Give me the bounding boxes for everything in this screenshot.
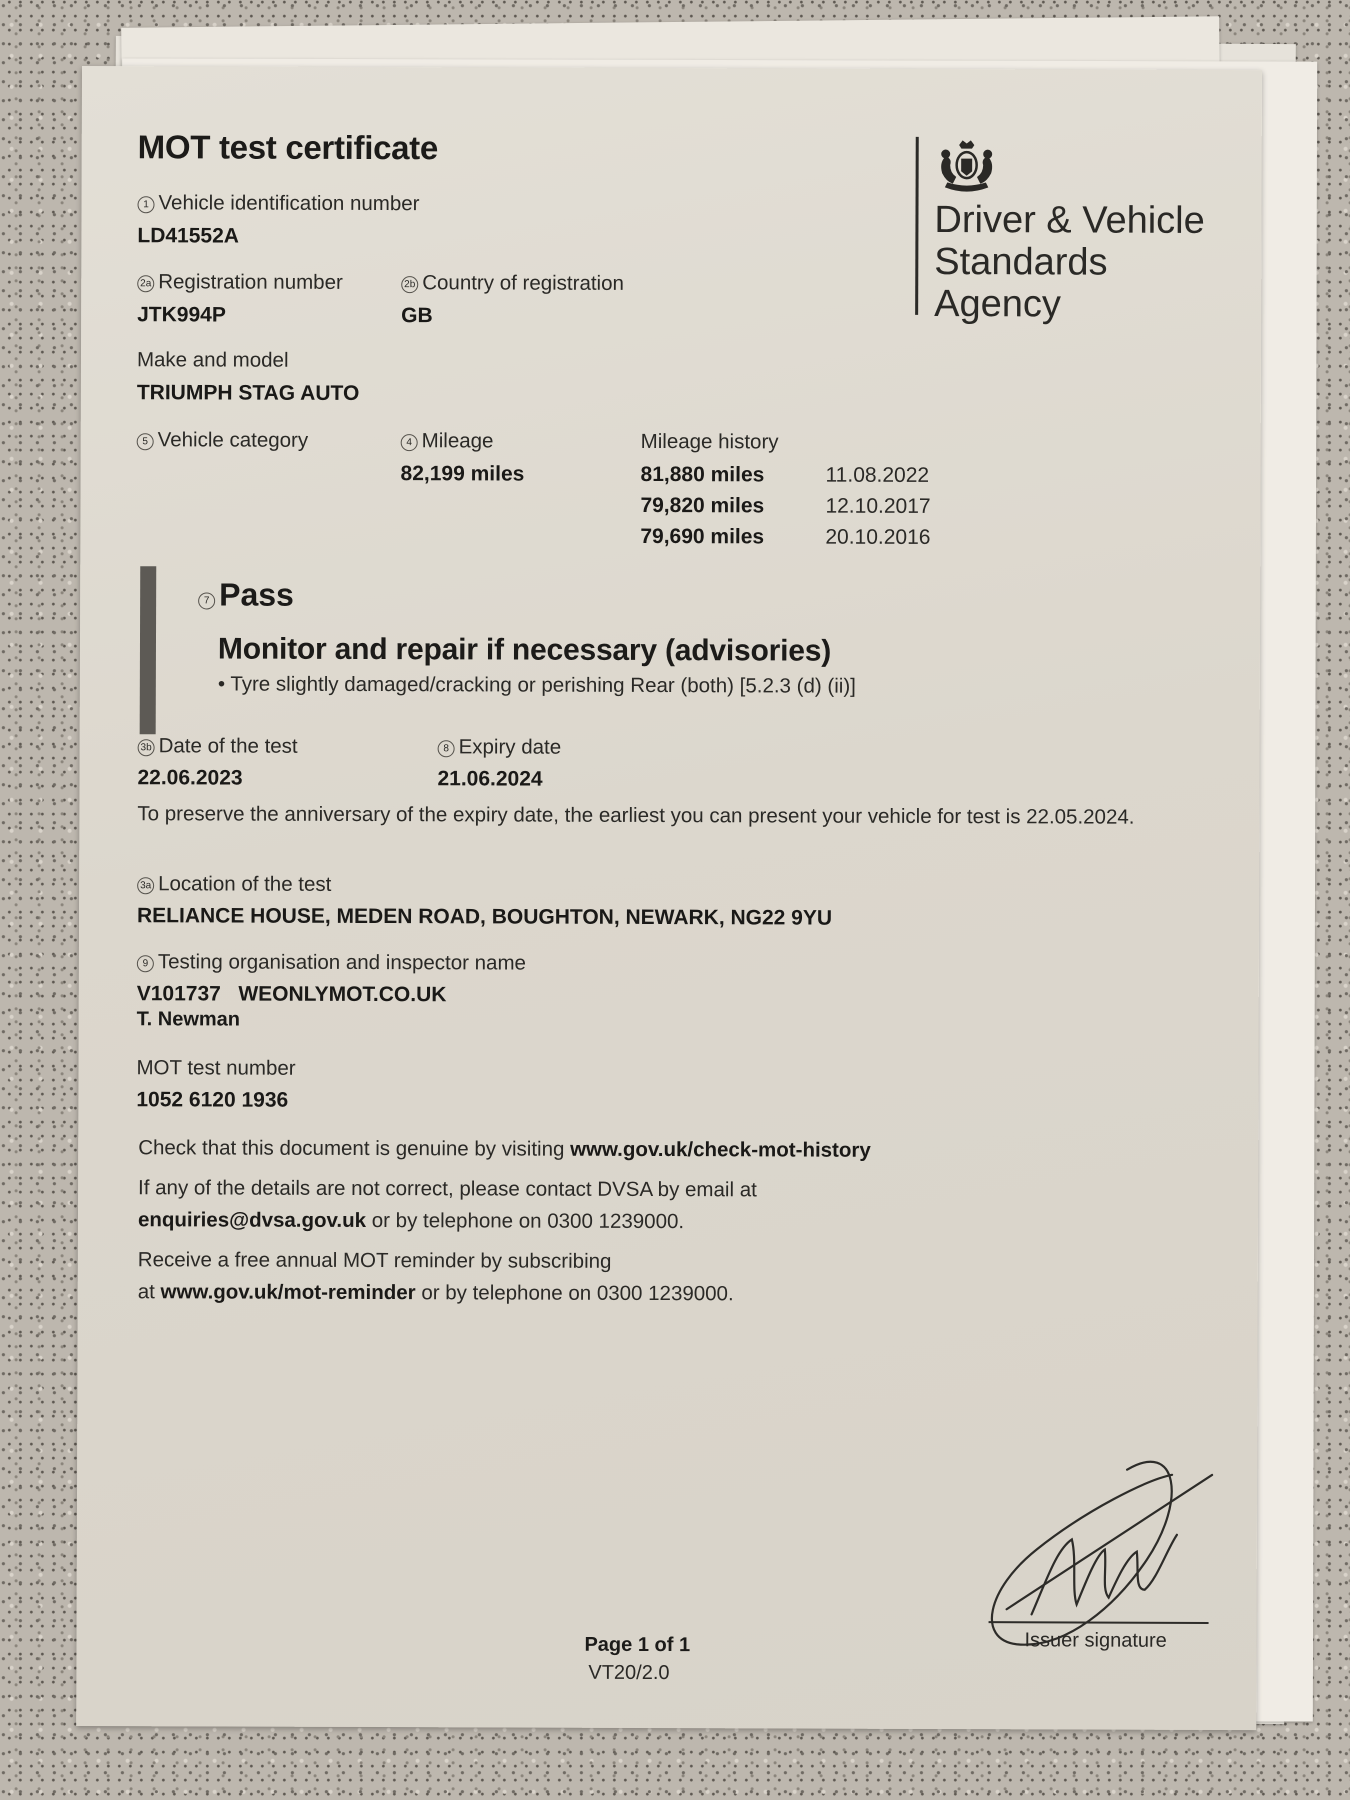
agency-divider bbox=[915, 137, 919, 315]
field-number: 5 bbox=[137, 433, 154, 450]
contact-phone-text: or by telephone on 0300 1239000. bbox=[366, 1208, 685, 1234]
contact-note-line1: If any of the details are not correct, please contact DVSA by email at bbox=[138, 1176, 757, 1202]
mileage-history-miles: 79,690 miles bbox=[640, 524, 765, 549]
genuine-check-note bbox=[138, 1132, 871, 1166]
expiry-date-label bbox=[438, 735, 562, 759]
reminder-note-line1: Receive a free annual MOT reminder by subscribing bbox=[137, 1248, 612, 1273]
issuer-signature bbox=[976, 1439, 1217, 1650]
organisation-id: V101737 bbox=[136, 982, 221, 1006]
mot-certificate-page bbox=[76, 66, 1262, 1730]
mileage-history-miles: 81,880 miles bbox=[640, 462, 765, 487]
test-location-label bbox=[137, 872, 331, 897]
agency-name: Driver & Vehicle Standards Agency bbox=[934, 198, 1205, 326]
reminder-phone-text: or by telephone on 0300 1239000. bbox=[415, 1281, 734, 1306]
organisation-name: WEONLYMOT.CO.UK bbox=[238, 982, 447, 1007]
registration-label bbox=[137, 270, 343, 295]
mileage-history-date: 20.10.2016 bbox=[825, 525, 931, 549]
reminder-at-text: at bbox=[137, 1280, 161, 1304]
test-date-label bbox=[138, 734, 298, 759]
field-number: 1 bbox=[137, 196, 154, 213]
advisories-heading: Monitor and repair if necessary (advisories) bbox=[217, 632, 832, 668]
test-location-value: RELIANCE HOUSE, MEDEN ROAD, BOUGHTON, NEWARK, NG22 9YU bbox=[136, 904, 833, 930]
expiry-date-label-text: Expiry date bbox=[458, 735, 562, 759]
advisory-item: • Tyre slightly damaged/cracking or perishing Rear (both) [5.2.3 (d) (ii)] bbox=[217, 672, 856, 698]
dvsa-email-link[interactable]: enquiries@dvsa.gov.uk bbox=[137, 1208, 367, 1232]
issuer-signature-label: Issuer signature bbox=[1024, 1629, 1167, 1652]
mot-reminder-link[interactable]: www.gov.uk/mot-reminder bbox=[160, 1280, 416, 1305]
registration-value: JTK994P bbox=[137, 303, 226, 327]
country-label bbox=[401, 271, 624, 296]
make-model-label: Make and model bbox=[136, 348, 289, 372]
mileage-history-label: Mileage history bbox=[640, 429, 779, 454]
genuine-check-text: Check that this document is genuine by visiting bbox=[138, 1136, 571, 1161]
check-mot-history-link[interactable]: www.gov.uk/check-mot-history bbox=[570, 1137, 871, 1162]
mot-test-number-value: 1052 6120 1936 bbox=[136, 1088, 289, 1112]
advisory-item-text: Tyre slightly damaged/cracking or perishing Rear (both) [5.2.3 (d) (ii)] bbox=[230, 672, 856, 698]
form-code: VT20/2.0 bbox=[588, 1661, 670, 1685]
result-indicator-bar bbox=[140, 566, 157, 734]
mileage-label-text: Mileage bbox=[421, 429, 494, 453]
field-number: 8 bbox=[438, 740, 455, 757]
inspector-name: T. Newman bbox=[136, 1008, 241, 1031]
country-value: GB bbox=[401, 304, 433, 328]
mileage-label bbox=[401, 429, 494, 453]
mileage-history-date: 12.10.2017 bbox=[825, 494, 931, 518]
country-label-text: Country of registration bbox=[422, 271, 624, 295]
field-number: 7 bbox=[198, 592, 215, 609]
reminder-note-line2 bbox=[138, 1276, 734, 1309]
make-model-value: TRIUMPH STAG AUTO bbox=[136, 381, 360, 405]
testing-organisation-label-text: Testing organisation and inspector name bbox=[157, 950, 527, 975]
test-date-label-text: Date of the test bbox=[158, 734, 298, 758]
field-number: 2b bbox=[401, 276, 418, 293]
testing-organisation-value bbox=[137, 982, 447, 1007]
mileage-history-miles: 79,820 miles bbox=[640, 493, 765, 518]
field-number: 2a bbox=[137, 275, 154, 292]
registration-label-text: Registration number bbox=[158, 270, 343, 294]
testing-organisation-label bbox=[137, 950, 526, 975]
vin-value: LD41552A bbox=[137, 224, 240, 248]
field-number: 4 bbox=[401, 434, 418, 451]
vin-label-text: Vehicle identification number bbox=[158, 191, 420, 216]
contact-note-line2 bbox=[138, 1204, 684, 1237]
field-number: 3b bbox=[138, 739, 155, 756]
test-date-value: 22.06.2023 bbox=[137, 766, 243, 790]
anniversary-note: To preserve the anniversary of the expiry date, the earliest you can present your vehicle for test is 22.05.2024. bbox=[137, 802, 1135, 829]
certificate-title: MOT test certificate bbox=[137, 128, 439, 167]
test-location-label-text: Location of the test bbox=[158, 872, 332, 896]
pass-status-text: Pass bbox=[219, 576, 294, 613]
vin-label bbox=[137, 191, 419, 216]
vehicle-category-label bbox=[137, 428, 309, 453]
royal-crest-icon bbox=[932, 139, 1002, 195]
mileage-history-date: 11.08.2022 bbox=[825, 463, 930, 487]
vehicle-category-label-text: Vehicle category bbox=[157, 428, 309, 452]
page-number: Page 1 of 1 bbox=[584, 1633, 691, 1657]
mot-test-number-label: MOT test number bbox=[136, 1056, 296, 1080]
field-number: 9 bbox=[137, 955, 154, 972]
field-number: 3a bbox=[137, 877, 154, 894]
expiry-date-value: 21.06.2024 bbox=[437, 767, 543, 791]
mileage-value: 82,199 miles bbox=[400, 462, 525, 486]
result-status bbox=[198, 576, 294, 613]
